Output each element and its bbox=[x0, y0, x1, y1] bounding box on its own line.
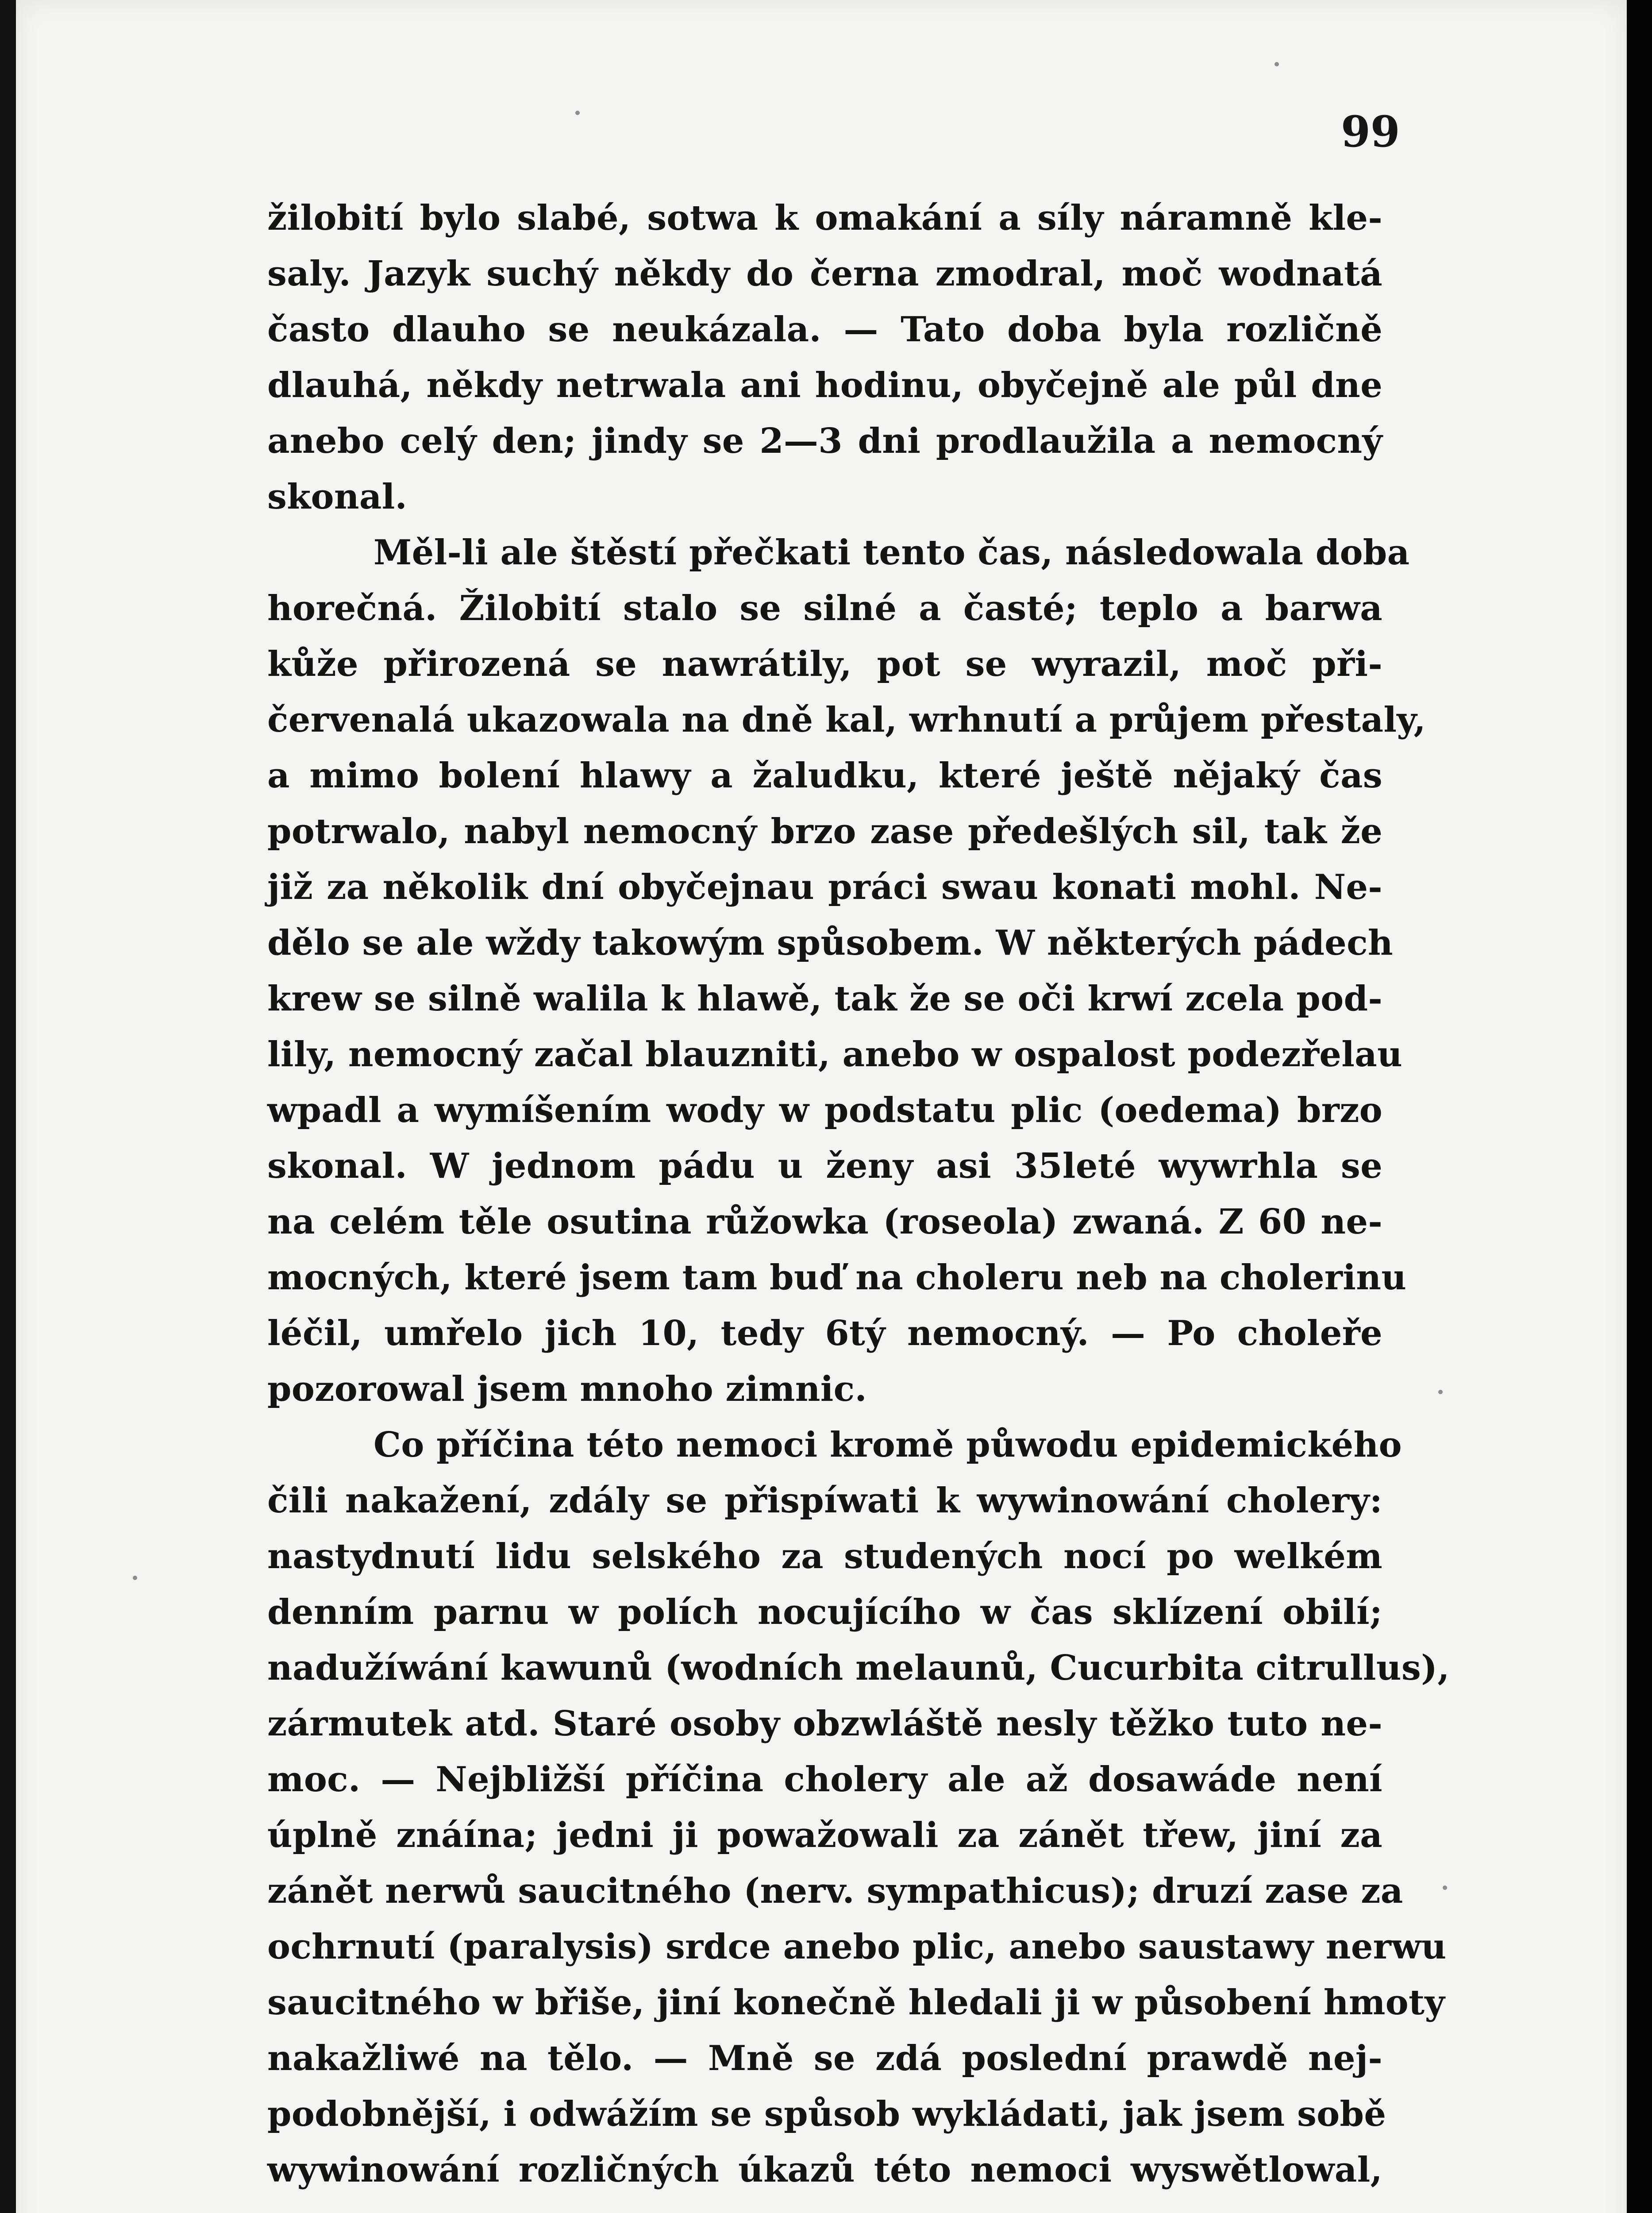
text-line: úplně znáína; jedni ji powažowali za zánět třew, jiní za bbox=[267, 1815, 1382, 1855]
scan-right-edge bbox=[1627, 0, 1652, 2213]
text-line: zármutek atd. Staré osoby obzwláště nesly těžko tuto ne- bbox=[267, 1704, 1382, 1744]
text-line: saly. Jazyk suchý někdy do černa zmodral, moč wodnatá bbox=[267, 254, 1382, 294]
text-line: horečná. Žilobití stalo se silné a časté; teplo a barwa bbox=[267, 588, 1382, 628]
text-line: skonal. W jednom pádu u ženy asi 35leté wywrhla se bbox=[267, 1146, 1382, 1186]
text-line: dlauhá, někdy netrwala ani hodinu, obyčejně ale půl dne bbox=[267, 365, 1382, 405]
text-line: často dlauho se neukázala. — Tato doba byla rozličně bbox=[267, 309, 1382, 350]
body-text bbox=[267, 190, 1450, 2198]
text-line: dělo se ale wždy takowým spůsobem. W některých pádech bbox=[267, 923, 1393, 963]
text-line: pozorowal jsem mnoho zimnic. bbox=[267, 1369, 867, 1409]
text-line: zánět nerwů saucitného (nerv. sympathicus); druzí zase za bbox=[267, 1871, 1403, 1911]
text-line: wywinowání rozličných úkazů této nemoci wyswětlowal, bbox=[267, 2150, 1382, 2190]
text-line: již za několik dní obyčejnau práci swau konati mohl. Ne- bbox=[267, 867, 1382, 907]
text-line: denním parnu w polích nocujícího w čas sklízení obilí; bbox=[267, 1592, 1382, 1632]
scan-speck bbox=[1438, 1390, 1443, 1394]
text-line: Co příčina této nemoci kromě půwodu epidemického bbox=[374, 1425, 1402, 1465]
text-line: anebo celý den; jindy se 2—3 dni prodlaužila a nemocný bbox=[267, 421, 1382, 461]
text-line: na celém těle osutina růžowka (roseola) zwaná. Z 60 ne- bbox=[267, 1202, 1382, 1242]
text-line: čili nakažení, zdály se přispíwati k wywinowání cholery: bbox=[267, 1480, 1382, 1521]
text-line: žilobití bylo slabé, sotwa k omakání a síly náramně kle- bbox=[267, 198, 1382, 238]
scan-speck bbox=[1443, 1885, 1447, 1890]
text-line: červenalá ukazowala na dně kal, wrhnutí a průjem přestaly, bbox=[267, 700, 1426, 740]
text-line: podobnější, i odwážím se spůsob wykládati, jak jsem sobě bbox=[267, 2094, 1386, 2134]
scan-speck bbox=[133, 1576, 137, 1580]
text-line: nadužíwání kawunů (wodních melaunů, Cucurbita citrullus), bbox=[267, 1648, 1450, 1688]
page-number: 99 bbox=[1341, 107, 1400, 157]
scan-speck bbox=[575, 111, 580, 115]
text-line: mocných, které jsem tam buď na choleru neb na cholerinu bbox=[267, 1257, 1407, 1298]
text-line: ochrnutí (paralysis) srdce anebo plic, anebo saustawy nerwu bbox=[267, 1927, 1447, 1967]
text-line: saucitného w břiše, jiní konečně hledali ji w působení hmoty bbox=[267, 1982, 1445, 2023]
text-line: léčil, umřelo jich 10, tedy 6tý nemocný. — Po choleře bbox=[267, 1313, 1382, 1353]
text-line: potrwalo, nabyl nemocný brzo zase předešlých sil, tak že bbox=[267, 811, 1382, 852]
text-line: Měl-li ale štěstí přečkati tento čas, následowala doba bbox=[374, 532, 1410, 573]
text-line: skonal. bbox=[267, 477, 408, 517]
text-line: nakažliwé na tělo. — Mně se zdá poslední prawdě nej- bbox=[267, 2038, 1382, 2078]
text-line: lily, nemocný začal blauzniti, anebo w ospalost podezřelau bbox=[267, 1034, 1403, 1075]
text-line: kůže přirozená se nawrátily, pot se wyrazil, moč při- bbox=[267, 644, 1382, 684]
scan-speck bbox=[1275, 62, 1279, 66]
book-spine-edge bbox=[0, 0, 16, 2213]
text-line: moc. — Nejbližší příčina cholery ale až dosawáde není bbox=[267, 1759, 1382, 1800]
text-line: nastydnutí lidu selského za studených nocí po welkém bbox=[267, 1536, 1382, 1577]
text-line: wpadl a wymíšením wody w podstatu plic (oedema) brzo bbox=[267, 1090, 1382, 1130]
text-line: krew se silně walila k hlawě, tak že se oči krwí zcela pod- bbox=[267, 979, 1382, 1019]
text-line: a mimo bolení hlawy a žaludku, které ještě nějaký čas bbox=[267, 756, 1382, 796]
